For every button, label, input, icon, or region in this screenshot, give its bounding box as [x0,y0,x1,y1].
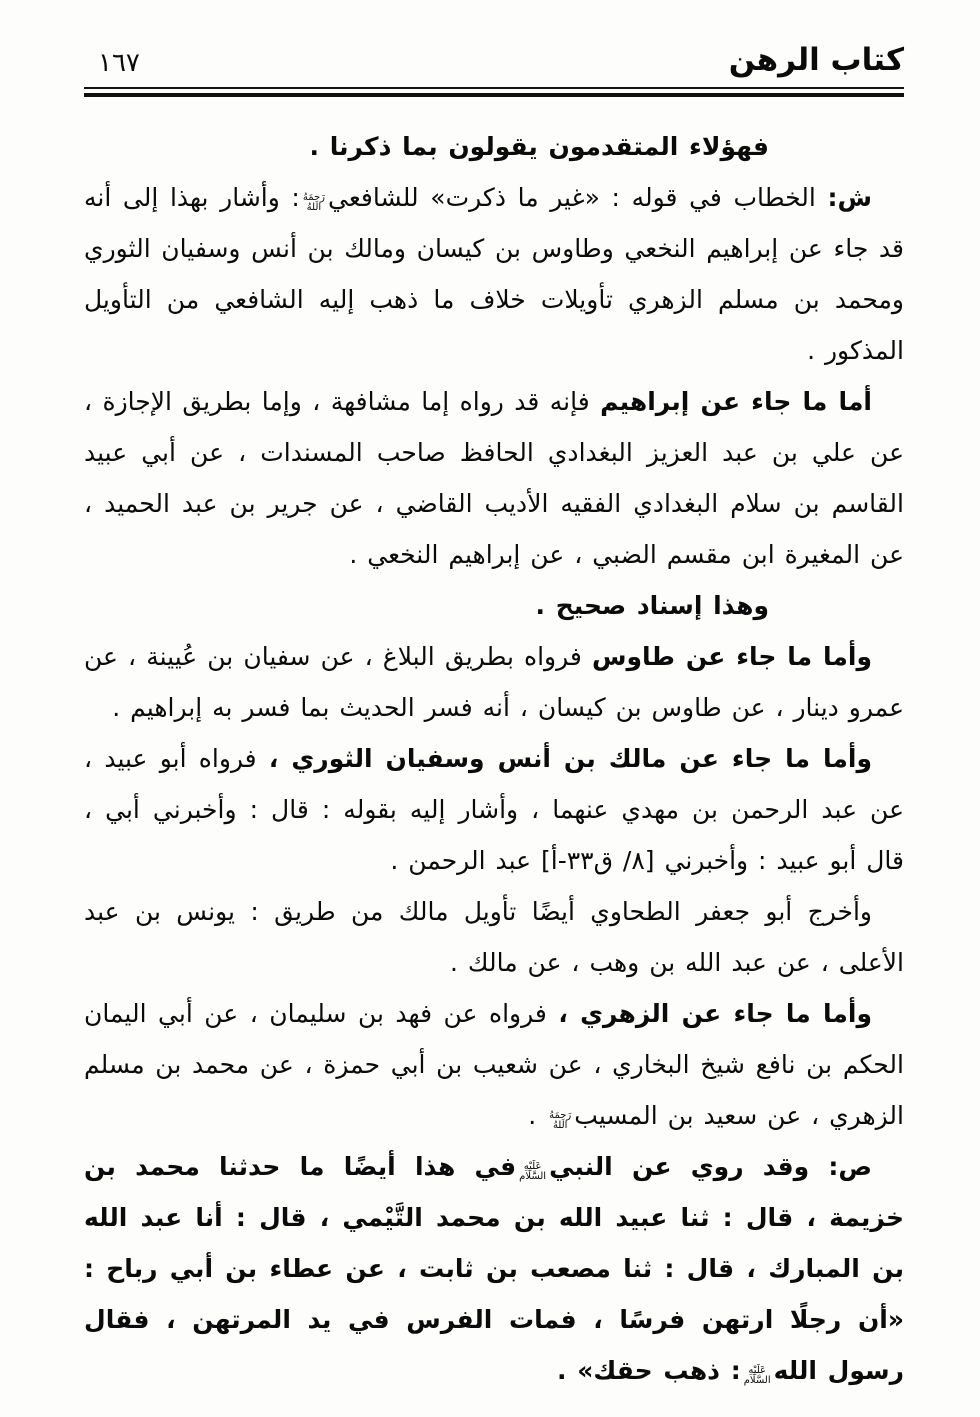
header-rule [84,87,904,97]
paragraph-sharh-khitab [84,172,904,376]
text-segment: وأما ما جاء عن طاوس [591,642,872,671]
text-segment: الخطاب في قوله : «غير ما ذكرت» للشافعي [328,183,828,212]
paragraph-riwaya-zuhri [84,988,904,1141]
page-header [84,42,904,78]
text-segment: . [528,1101,547,1130]
honorific-symbol: عَلَيْهِ السَّلَام [743,1365,771,1386]
text-segment: وأما ما جاء عن الزهري ، [558,999,872,1028]
book-title: كتاب الرهن [728,42,904,78]
paragraph-matn-hadith [84,1141,904,1396]
honorific-symbol: عَلَيْهِ السَّلَام [519,1161,547,1182]
text-segment: ش: [827,183,872,212]
honorific-symbol: رَحِمَهُ اللهُ [302,192,325,213]
header-rule-thick-line [84,93,904,97]
text-segment: وهذا إسناد صحيح . [535,591,769,620]
paragraph-isnad-sahih [84,580,904,631]
text-segment: وأخرج أبو جعفر الطحاوي أيضًا تأويل مالك من طريق : يونس بن عبد الأعلى ، عن عبد الله بن وهب ، عن مالك . [84,897,904,977]
paragraph-matn-conclusion [84,121,904,172]
text-segment: ص: وقد روي عن النبي [549,1152,872,1181]
paragraph-takhrij-tahawi [84,886,904,988]
text-segment: أما ما جاء عن إبراهيم [600,387,872,416]
page-body [84,121,904,1396]
text-segment: في هذا أيضًا ما حدثنا محمد بن خزيمة ، قال : ثنا عبيد الله بن محمد التَّيْمي ، قال : أنا عبد الله بن المبارك ، قال : ثنا مصعب بن ثابت ، عن عطاء بن أبي رباح : «أن رجلًا ارتهن فرسًا ، فمات الفرس في يد المرتهن ، فقال رسول الله [84,1152,904,1385]
text-segment: فرواه عن فهد بن سليمان ، عن أبي اليمان الحكم بن نافع شيخ البخاري ، عن شعيب بن أبي حمزة ، عن محمد بن مسلم الزهري ، عن سعيد بن المسيب [84,999,904,1130]
paragraph-riwaya-ibrahim [84,376,904,580]
text-segment: فهؤلاء المتقدمون يقولون بما ذكرنا . [309,132,769,161]
text-segment: : وأشار بهذا إلى أنه قد جاء عن إبراهيم النخعي وطاوس بن كيسان ومالك بن أنس وسفيان الثوري ومحمد بن مسلم الزهري تأويلات خلاف ما ذهب إليه الشافعي من التأويل المذكور . [84,183,904,365]
text-segment: : ذهب حقك» . [557,1356,741,1385]
text-segment: فرواه بطريق البلاغ ، عن سفيان بن عُيينة ، عن عمرو دينار ، عن طاوس بن كيسان ، أنه فسر الحديث بما فسر به إبراهيم . [84,642,904,722]
paragraph-riwaya-tawus [84,631,904,733]
page-number: ١٦٧ [98,48,140,78]
paragraph-riwaya-malik-thawri [84,733,904,886]
text-segment: فإنه قد رواه إما مشافهة ، وإما بطريق الإجازة ، عن علي بن عبد العزيز البغدادي الحافظ صاحب المسندات ، عن أبي عبيد القاسم بن سلام البغدادي الفقيه الأديب القاضي ، عن جرير بن عبد الحميد ، عن المغيرة ابن مقسم الضبي ، عن إبراهيم النخعي . [84,387,904,569]
text-segment: وأما ما جاء عن مالك بن أنس وسفيان الثوري ، [268,744,872,773]
honorific-symbol: رَحِمَهُ اللهُ [549,1110,572,1131]
text-segment: فرواه أبو عبيد ، عن عبد الرحمن بن مهدي عنهما ، وأشار إليه بقوله : قال : وأخبرني أبي ، قال أبو عبيد : وأخبرني [٨/ ق٣٣-أ] عبد الرحمن . [84,744,904,875]
